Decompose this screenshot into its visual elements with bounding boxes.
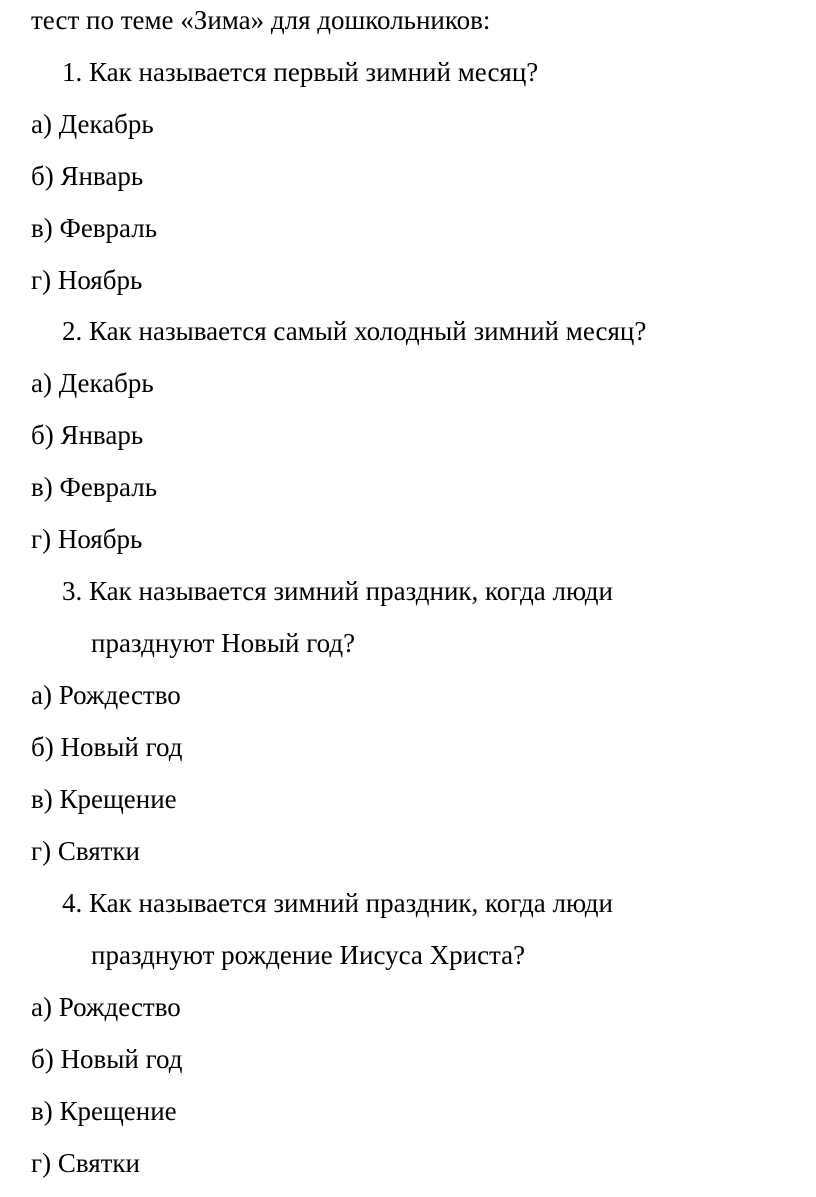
question-3-option-a: а) Рождество — [31, 680, 181, 710]
question-2-option-b: б) Январь — [31, 420, 144, 450]
question-4-option-d: г) Святки — [31, 1148, 141, 1178]
question-3-option-b: б) Новый год — [31, 732, 183, 762]
question-4-continuation: празднуют рождение Иисуса Христа? — [91, 940, 526, 970]
question-3-continuation: празднуют Новый год? — [91, 628, 356, 658]
question-4-option-b: б) Новый год — [31, 1044, 183, 1074]
question-2-option-a: а) Декабрь — [31, 368, 154, 398]
question-2-option-d: г) Ноябрь — [31, 524, 143, 554]
question-3: 3. Как называется зимний праздник, когда люди — [62, 576, 613, 606]
question-1-option-b: б) Январь — [31, 161, 144, 191]
question-4: 4. Как называется зимний праздник, когда люди — [62, 888, 613, 918]
question-3-option-c: в) Крещение — [31, 784, 177, 814]
question-1-option-d: г) Ноябрь — [31, 265, 143, 295]
question-1-option-a: а) Декабрь — [31, 109, 154, 139]
question-1: 1. Как называется первый зимний месяц? — [62, 57, 539, 87]
question-4-option-a: а) Рождество — [31, 992, 181, 1022]
question-2-option-c: в) Февраль — [31, 472, 158, 502]
question-3-option-d: г) Святки — [31, 836, 141, 866]
page-title: тест по теме «Зима» для дошкольников: — [31, 5, 491, 35]
question-4-option-c: в) Крещение — [31, 1096, 177, 1126]
question-2: 2. Как называется самый холодный зимний месяц? — [62, 316, 647, 346]
question-1-option-c: в) Февраль — [31, 213, 158, 243]
